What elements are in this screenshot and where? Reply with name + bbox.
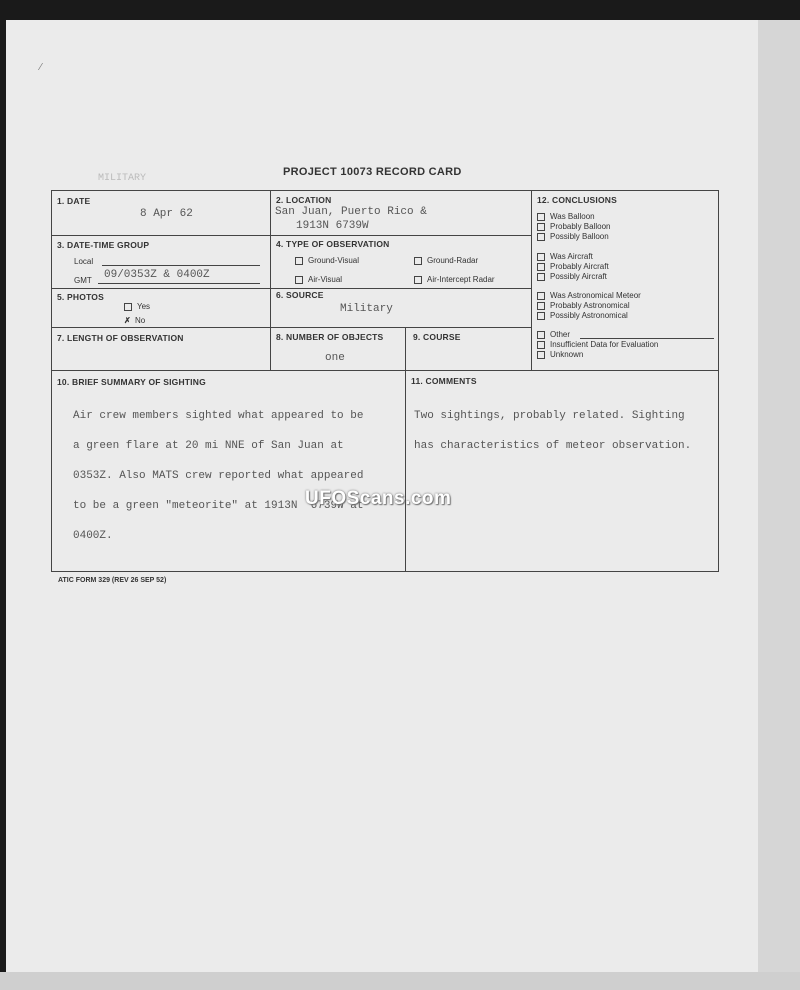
source-value: Military: [340, 303, 393, 315]
conclusion-option: Was Astronomical Meteor: [550, 291, 641, 300]
conclusion-option: Possibly Astronomical: [550, 311, 628, 320]
conclusion-option: Unknown: [550, 350, 584, 359]
grid-line: [51, 288, 532, 289]
checkbox-icon[interactable]: [124, 303, 132, 311]
summary-line: 0353Z. Also MATS crew reported what appeared: [73, 470, 364, 482]
date-value: 8 Apr 62: [140, 208, 193, 220]
comments-text: [414, 394, 691, 469]
grid-line: [51, 235, 532, 236]
comments-line: has characteristics of meteor observation.: [414, 440, 692, 452]
observation-type-label: 4. TYPE OF OBSERVATION: [276, 239, 390, 249]
checkbox-icon[interactable]: [537, 341, 545, 349]
grid-line: [405, 327, 406, 572]
option-ground-radar: Ground-Radar: [414, 256, 478, 265]
checkbox-icon[interactable]: [537, 351, 545, 359]
conclusions-group-balloon: [537, 212, 610, 242]
summary-text: [73, 394, 363, 559]
other-fill-line: [580, 338, 714, 339]
photos-yes-option: Yes: [124, 302, 150, 311]
course-label: 9. COURSE: [413, 332, 461, 342]
conclusion-option: Possibly Balloon: [550, 232, 609, 241]
checkbox-icon[interactable]: [537, 213, 545, 221]
conclusion-option: Other: [550, 330, 571, 339]
option-air-visual: Air-Visual: [295, 275, 342, 284]
scan-mark-icon: ⁄: [40, 62, 42, 73]
comments-line: Two sightings, probably related. Sighting: [414, 410, 685, 422]
comments-label: 11. COMMENTS: [411, 376, 477, 386]
dtg-gmt-value: 09/0353Z & 0400Z: [104, 269, 210, 281]
grid-line: [270, 190, 271, 370]
dtg-gmt-line: [98, 283, 260, 284]
photos-no-option: ✗ No: [124, 316, 146, 325]
checkbox-icon[interactable]: [537, 223, 545, 231]
conclusion-option: Was Aircraft: [550, 252, 593, 261]
checkbox-icon[interactable]: [414, 276, 422, 284]
source-label: 6. SOURCE: [276, 290, 324, 300]
grid-line: [531, 190, 532, 370]
checkbox-icon[interactable]: [537, 302, 545, 310]
checkbox-icon[interactable]: [537, 273, 545, 281]
location-line1: San Juan, Puerto Rico &: [275, 206, 427, 218]
summary-line: to be a green "meteorite" at 1913N 6739W at: [73, 500, 364, 512]
faint-stamp: MILITARY: [98, 173, 147, 184]
grid-line: [51, 370, 719, 371]
checkbox-icon[interactable]: [537, 263, 545, 271]
page-edge-right: [758, 20, 800, 972]
photos-label: 5. PHOTOS: [57, 292, 104, 302]
form-title: PROJECT 10073 RECORD CARD: [283, 166, 462, 178]
check-mark-icon[interactable]: ✗: [124, 316, 131, 325]
checkbox-icon[interactable]: [537, 253, 545, 261]
checkbox-icon[interactable]: [537, 233, 545, 241]
page-edge-bottom: [0, 972, 800, 990]
date-label: 1. DATE: [57, 196, 91, 206]
objects-value: one: [325, 352, 345, 364]
grid-line: [51, 327, 532, 328]
length-label: 7. LENGTH OF OBSERVATION: [57, 333, 184, 343]
checkbox-icon[interactable]: [537, 331, 545, 339]
objects-label: 8. NUMBER OF OBJECTS: [276, 332, 384, 342]
conclusion-option: Was Balloon: [550, 212, 595, 221]
dtg-local-line: [102, 265, 260, 266]
summary-line: 0400Z.: [73, 530, 113, 542]
summary-line: Air crew members sighted what appeared to be: [73, 410, 364, 422]
location-line2: 1913N 6739W: [296, 220, 369, 232]
conclusion-option: Probably Aircraft: [550, 262, 609, 271]
watermark-text: UFOScans.com: [305, 488, 452, 509]
dtg-label: 3. DATE-TIME GROUP: [57, 240, 150, 250]
option-air-intercept-radar: Air-Intercept Radar: [414, 275, 495, 284]
conclusion-option: Probably Balloon: [550, 222, 611, 231]
conclusion-option: Possibly Aircraft: [550, 272, 607, 281]
checkbox-icon[interactable]: [537, 312, 545, 320]
summary-line: a green flare at 20 mi NNE of San Juan at: [73, 440, 344, 452]
checkbox-icon[interactable]: [295, 276, 303, 284]
summary-label: 10. BRIEF SUMMARY OF SIGHTING: [57, 377, 206, 387]
dtg-local-label: Local: [74, 257, 94, 266]
conclusions-group-other: [537, 330, 658, 360]
checkbox-icon[interactable]: [295, 257, 303, 265]
conclusions-group-astronomical: [537, 291, 641, 321]
location-label: 2. LOCATION: [276, 195, 332, 205]
checkbox-icon[interactable]: [414, 257, 422, 265]
conclusions-group-aircraft: [537, 252, 609, 282]
conclusion-option: Probably Astronomical: [550, 301, 630, 310]
form-id: ATIC FORM 329 (REV 26 SEP 52): [58, 577, 167, 584]
conclusion-option: Insufficient Data for Evaluation: [550, 340, 659, 349]
conclusions-label: 12. CONCLUSIONS: [537, 195, 617, 205]
option-ground-visual: Ground-Visual: [295, 256, 359, 265]
dtg-gmt-label: GMT: [74, 276, 92, 285]
checkbox-icon[interactable]: [537, 292, 545, 300]
